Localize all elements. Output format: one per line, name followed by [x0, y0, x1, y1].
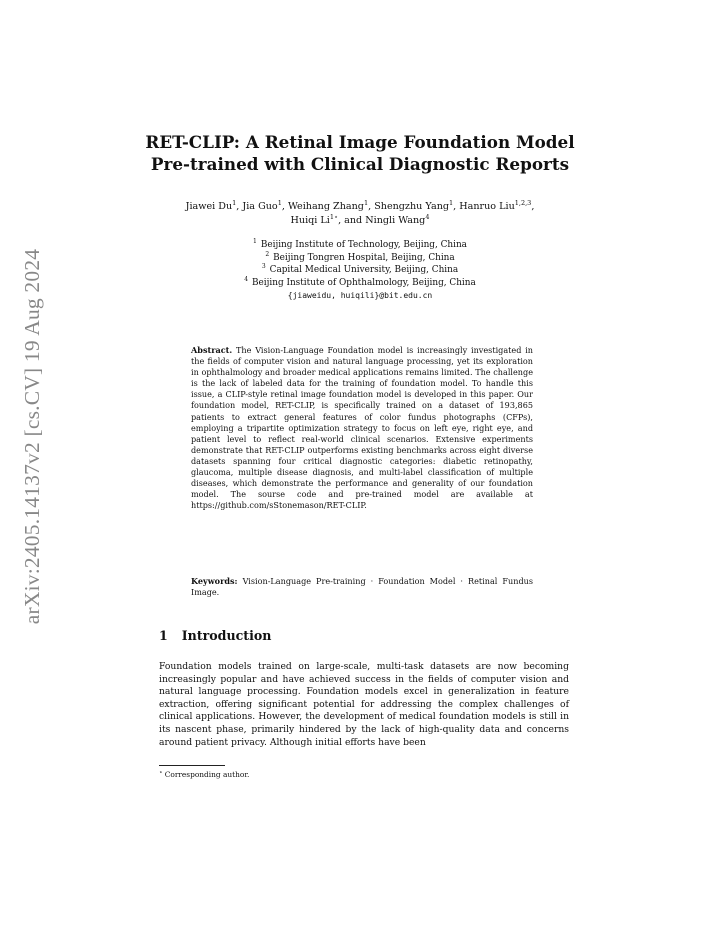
arxiv-identifier-stamp [8, 240, 58, 632]
abstract-label: Abstract. [191, 345, 233, 355]
arxiv-identifier-text: arXiv:2405.14137v2 [cs.CV] 19 Aug 2024 [20, 248, 45, 624]
footnote [159, 770, 249, 780]
abstract-text: The Vision-Language Foundation model is increasingly investigated in the fields of computer vision and natural language processing, yet its exploration in ophthalmology and broader medical applications remains limited. The challenge is the lack of labeled data for the training of foundation model. To handle this issue, a CLIP-style retinal image foundation model is developed in this paper. Our foundation model, RET-CLIP, is specifically trained on a dataset of 193,865 patients to extract general features of color fundus photographs (CFPs), employing a tripartite optimization strategy to focus on left eye, right eye, and patient level to reflect real-world clinical scenarios. Extensive experiments demonstrate that RET-CLIP outperforms existing benchmarks across eight diverse datasets spanning four critical diagnostic categories: diabetic retinopathy, glaucoma, multiple disease diagnosis, and multi-label classification of multiple diseases, which demonstrate the performance and generality of our foundation model. The sourse code and pre-trained model are available at https://github.com/sStonemason/RET-CLIP. [191, 345, 533, 511]
section-number: 1 [159, 628, 168, 643]
affiliation-item: $^4$ Beijing Institute of Ophthalmology, Beijing, China [244, 276, 476, 289]
author-affiliation-mark: 1 [363, 198, 369, 207]
author-name: Huiqi Li [290, 215, 330, 226]
keywords-label: Keywords: [191, 576, 238, 586]
author-affiliation-mark: 1 [277, 198, 282, 207]
abstract-block [191, 345, 533, 511]
author-list: Jiawei Du$^1$, Jia Guo$^1$, Weihang Zhang$^1$, Shengzhu Yang$^1$, Hanruo Liu$^{1,2,3}$, Huiqi $Li^{1⋆}$, and Ningli Wang$^4$ [185, 198, 535, 226]
keywords-text: Vision-Language Pre-training · Foundation Model · Retinal Fundus Image. [191, 576, 533, 598]
section-title-text: Introduction [181, 628, 272, 643]
author-name: Jia Guo [242, 201, 278, 212]
author-affiliation-mark: 4 [425, 212, 430, 221]
section-heading-introduction [159, 628, 271, 643]
affiliation-list [200, 239, 520, 303]
author-emails: {jiaweidu, huiqili}@bit.edu.cn [287, 290, 433, 300]
footnote-mark: ⋆ [159, 768, 163, 776]
author-affiliation-mark: 1 [232, 198, 237, 207]
paper-title-line-2: Pre-trained with Clinical Diagnostic Reports [150, 154, 570, 174]
affiliation-item: $^1$ Beijing Institute of Technology, Beijing, China [253, 238, 467, 250]
author-name: Shengzhu Yang [374, 201, 450, 212]
author-name: Jiawei Du [185, 201, 233, 212]
keywords-block [191, 576, 533, 598]
author-name: Hanruo Liu [459, 201, 515, 212]
footnote-text: Corresponding author. [164, 770, 250, 779]
footnote-divider [159, 765, 225, 766]
affiliation-item: $^3$ Capital Medical University, Beijing, China [261, 263, 459, 276]
introduction-paragraph: Foundation models trained on large-scale, multi-task datasets are now becoming increasingly popular and have achieved success in the fields of computer vision and natural language processing. Foundation models excel in generalization in feature extraction, offering significant potential for addressing the complex challenges of clinical applications. However, the development of medical foundation models is still in its nascent phase, primarily hindered by the lack of high-quality data and concerns around patient privacy. Although initial efforts have been [159, 661, 569, 748]
affiliation-item: $^2$ Beijing Tongren Hospital, Beijing, China [265, 250, 455, 263]
paper-title-line-1: RET-CLIP: A Retinal Image Foundation Model [145, 132, 575, 152]
author-affiliation-mark: 1,2,3 [514, 198, 532, 207]
paper-title [110, 131, 610, 175]
author-affiliation-mark: 1⋆ [329, 212, 339, 221]
author-affiliation-mark: 1 [449, 198, 454, 207]
author-name: Weihang Zhang [287, 201, 364, 212]
author-name: Ningli Wang [365, 215, 426, 226]
